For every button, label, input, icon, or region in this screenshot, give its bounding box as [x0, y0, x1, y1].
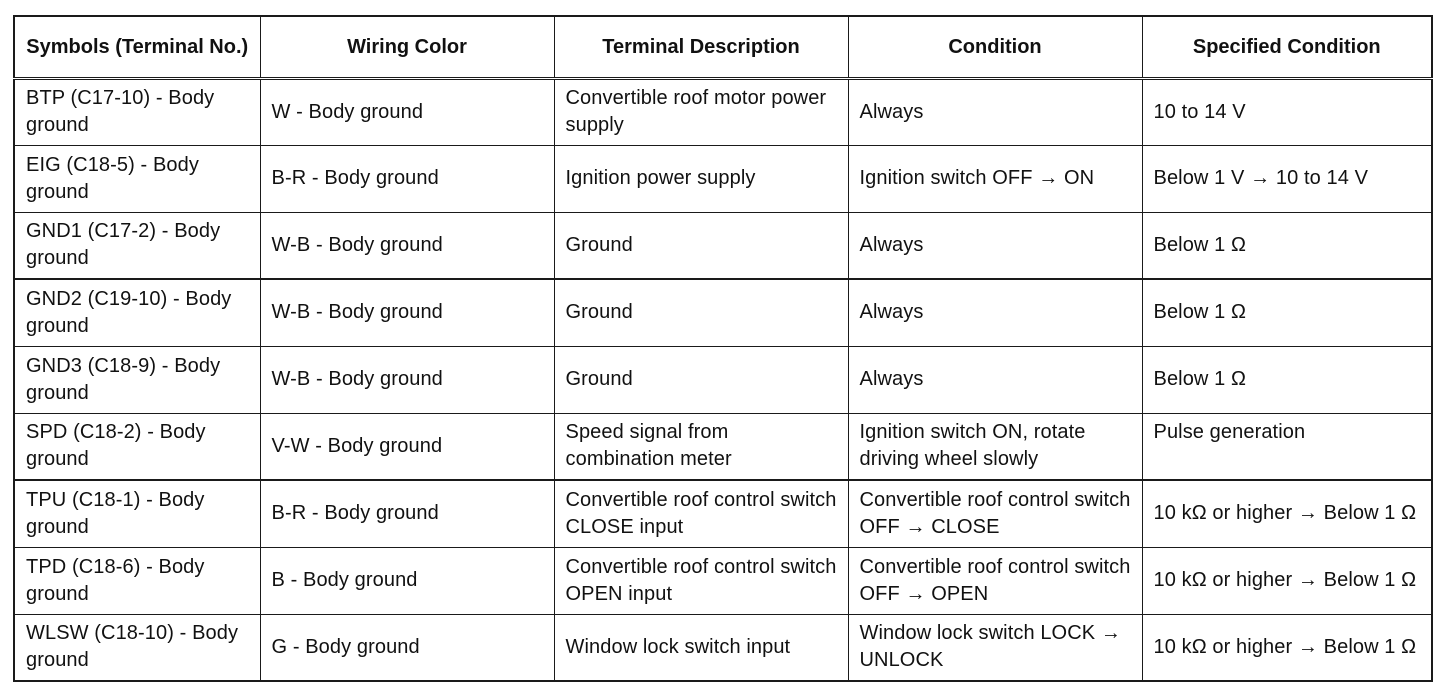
- cell-symbol: TPU (C18-1) - Body ground: [14, 480, 260, 547]
- cell-symbol: GND3 (C18-9) - Body ground: [14, 346, 260, 413]
- terminal-table-container: [13, 15, 1431, 682]
- cell-description: Ignition power supply: [554, 145, 848, 212]
- cell-specified: 10 kΩ or higher → Below 1 Ω: [1142, 547, 1432, 614]
- cell-wiring: B-R - Body ground: [260, 480, 554, 547]
- cell-description: Convertible roof control switch CLOSE input: [554, 480, 848, 547]
- cell-specified: Below 1 Ω: [1142, 212, 1432, 279]
- cell-wiring: W-B - Body ground: [260, 279, 554, 346]
- cell-description: Convertible roof control switch OPEN input: [554, 547, 848, 614]
- table-row: [14, 614, 1432, 681]
- cell-specified: 10 kΩ or higher → Below 1 Ω: [1142, 480, 1432, 547]
- cell-condition: Ignition switch OFF → ON: [848, 145, 1142, 212]
- cell-specified: Below 1 V → 10 to 14 V: [1142, 145, 1432, 212]
- terminal-table: [13, 15, 1433, 682]
- cell-condition: Convertible roof control switch OFF → CLOSE: [848, 480, 1142, 547]
- table-row: [14, 279, 1432, 346]
- table-row: [14, 145, 1432, 212]
- cell-condition: Window lock switch LOCK → UNLOCK: [848, 614, 1142, 681]
- table-header-row: [14, 16, 1432, 78]
- header-specified-condition: Specified Condition: [1142, 16, 1432, 78]
- cell-symbol: EIG (C18-5) - Body ground: [14, 145, 260, 212]
- table-row: [14, 78, 1432, 145]
- header-condition: Condition: [848, 16, 1142, 78]
- cell-condition: Always: [848, 212, 1142, 279]
- cell-wiring: W - Body ground: [260, 78, 554, 145]
- header-wiring-color: Wiring Color: [260, 16, 554, 78]
- table-row: [14, 480, 1432, 547]
- cell-specified: Pulse generation: [1142, 413, 1432, 480]
- cell-condition: Convertible roof control switch OFF → OPEN: [848, 547, 1142, 614]
- cell-wiring: B - Body ground: [260, 547, 554, 614]
- cell-symbol: WLSW (C18-10) - Body ground: [14, 614, 260, 681]
- cell-symbol: GND2 (C19-10) - Body ground: [14, 279, 260, 346]
- table-row: [14, 212, 1432, 279]
- table-row: [14, 547, 1432, 614]
- cell-description: Ground: [554, 279, 848, 346]
- cell-symbol: TPD (C18-6) - Body ground: [14, 547, 260, 614]
- cell-symbol: GND1 (C17-2) - Body ground: [14, 212, 260, 279]
- cell-condition: Ignition switch ON, rotate driving wheel slowly: [848, 413, 1142, 480]
- cell-description: Ground: [554, 346, 848, 413]
- cell-description: Ground: [554, 212, 848, 279]
- cell-wiring: V-W - Body ground: [260, 413, 554, 480]
- cell-specified: 10 kΩ or higher → Below 1 Ω: [1142, 614, 1432, 681]
- table-row: [14, 413, 1432, 480]
- cell-wiring: G - Body ground: [260, 614, 554, 681]
- cell-specified: 10 to 14 V: [1142, 78, 1432, 145]
- cell-description: Speed signal from combination meter: [554, 413, 848, 480]
- cell-wiring: B-R - Body ground: [260, 145, 554, 212]
- header-terminal-description: Terminal Description: [554, 16, 848, 78]
- cell-specified: Below 1 Ω: [1142, 346, 1432, 413]
- cell-symbol: BTP (C17-10) - Body ground: [14, 78, 260, 145]
- table-row: [14, 346, 1432, 413]
- header-symbols: Symbols (Terminal No.): [14, 16, 260, 78]
- cell-description: Window lock switch input: [554, 614, 848, 681]
- cell-wiring: W-B - Body ground: [260, 212, 554, 279]
- cell-condition: Always: [848, 346, 1142, 413]
- cell-description: Convertible roof motor power supply: [554, 78, 848, 145]
- cell-wiring: W-B - Body ground: [260, 346, 554, 413]
- cell-condition: Always: [848, 279, 1142, 346]
- cell-condition: Always: [848, 78, 1142, 145]
- cell-specified: Below 1 Ω: [1142, 279, 1432, 346]
- cell-symbol: SPD (C18-2) - Body ground: [14, 413, 260, 480]
